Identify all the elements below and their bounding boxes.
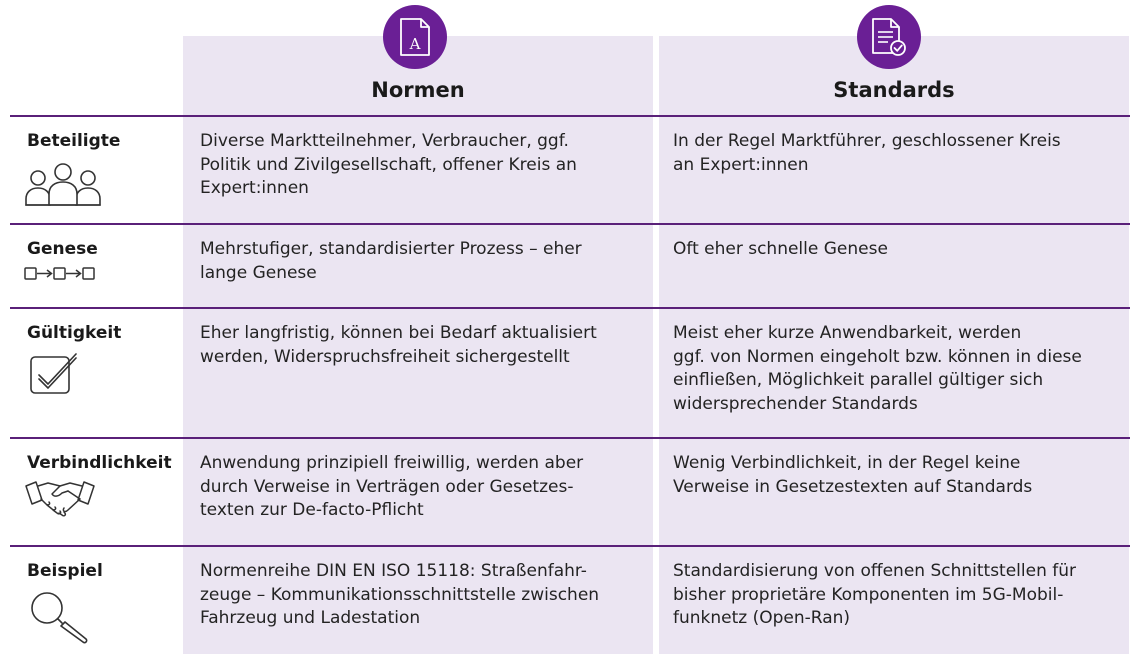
row-label-beispiel: Beispiel [27, 561, 103, 581]
svg-text:A: A [409, 35, 421, 53]
checkbox-icon [28, 351, 80, 401]
row-label-beteiligte: Beteiligte [27, 131, 121, 151]
magnifier-icon [28, 589, 92, 649]
normen-cell-verbindlichkeit: Anwendung prinzipiell freiwillig, werden aber durch Verweise in Verträgen oder Gesetzes- texten zur De-facto-Pflicht [200, 453, 584, 520]
table-row-gueltigkeit [0, 309, 1140, 437]
row-label-gueltigkeit: Gültigkeit [27, 323, 122, 343]
row-label-verbindlichkeit: Verbindlichkeit [27, 453, 172, 473]
standards-cell-beispiel: Standardisierung von offenen Schnittstellen für bisher proprietäre Komponenten im 5G-Mobil- funknetz (Open-Ran) [673, 561, 1077, 628]
process-flow-icon [24, 266, 96, 286]
document-check-icon [857, 5, 921, 69]
table-row-beteiligte [0, 117, 1140, 223]
column-title-standards: Standards [833, 78, 955, 102]
normen-cell-beteiligte: Diverse Marktteilnehmer, Verbraucher, ggf. Politik und Zivilgesellschaft, offener Kreis an Expert:innen [200, 131, 577, 198]
normen-cell-genese: Mehrstufiger, standardisierter Prozess – eher lange Genese [200, 239, 582, 283]
people-group-icon [24, 161, 102, 211]
normen-cell-beispiel: Normenreihe DIN EN ISO 15118: Straßenfahr- zeuge – Kommunikationsschnittstelle zwischen Fahrzeug und Ladestation [200, 561, 600, 628]
standards-cell-genese: Oft eher schnelle Genese [673, 239, 888, 259]
table-row-beispiel [0, 547, 1140, 657]
document-a-icon [383, 5, 447, 69]
standards-cell-verbindlichkeit: Wenig Verbindlichkeit, in der Regel keine Verweise in Gesetzestexten auf Standards [673, 453, 1033, 497]
row-label-genese: Genese [27, 239, 98, 259]
table-row-verbindlichkeit [0, 439, 1140, 545]
standards-cell-beteiligte: In der Regel Marktführer, geschlossener Kreis an Expert:innen [673, 131, 1061, 175]
table-row-genese [0, 225, 1140, 307]
standards-cell-gueltigkeit: Meist eher kurze Anwendbarkeit, werden ggf. von Normen eingeholt bzw. können in diese einfließen, Möglichkeit parallel gültiger sich widersprechender Standards [673, 323, 1082, 414]
normen-cell-gueltigkeit: Eher langfristig, können bei Bedarf aktualisiert werden, Widerspruchsfreiheit sichergestellt [200, 323, 597, 367]
handshake-icon [24, 478, 96, 522]
column-title-normen: Normen [371, 78, 465, 102]
